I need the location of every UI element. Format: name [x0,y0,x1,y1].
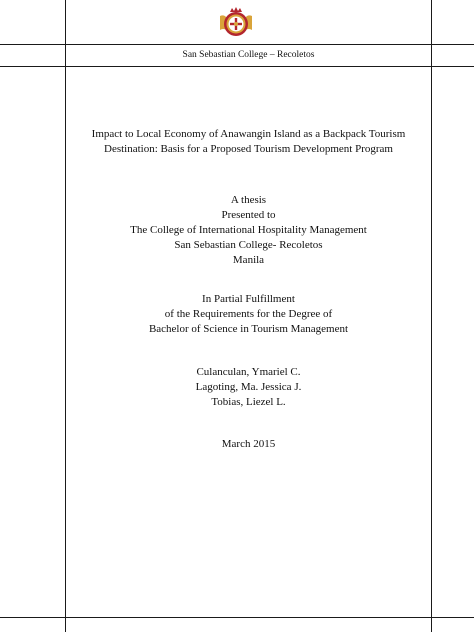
right-margin-rule [431,0,432,632]
presentation-line: Manila [232,254,265,266]
college-seal-icon [218,6,254,38]
thesis-title-line: Destination: Basis for a Proposed Tourism Development Program [104,143,393,155]
author-list [66,365,431,410]
presentation-line: San Sebastian College- Recoletos [174,239,323,251]
presentation-statement [66,193,431,268]
fulfillment-statement [66,292,431,337]
presentation-line: Presented to [221,209,276,221]
author-name: Culanculan, Ymariel C. [196,366,301,378]
author-name: Lagoting, Ma. Jessica J. [195,381,302,393]
fulfillment-line: In Partial Fulfillment [202,293,295,305]
fulfillment-line: of the Requirements for the Degree of [164,308,333,320]
presentation-line: The College of International Hospitality Management [130,224,367,236]
college-name-header: San Sebastian College – Recoletos [182,50,315,60]
fulfillment-line: Bachelor of Science in Tourism Management [148,323,349,335]
header-bottom-rule [0,66,474,67]
footer-rule [0,617,474,618]
presentation-line: A thesis [230,194,267,206]
thesis-title [66,127,431,157]
author-name: Tobias, Liezel L. [211,396,286,408]
header-top-rule [0,44,474,45]
submission-date: March 2015 [221,438,276,450]
thesis-title-line: Impact to Local Economy of Anawangin Island as a Backpack Tourism [91,128,406,140]
